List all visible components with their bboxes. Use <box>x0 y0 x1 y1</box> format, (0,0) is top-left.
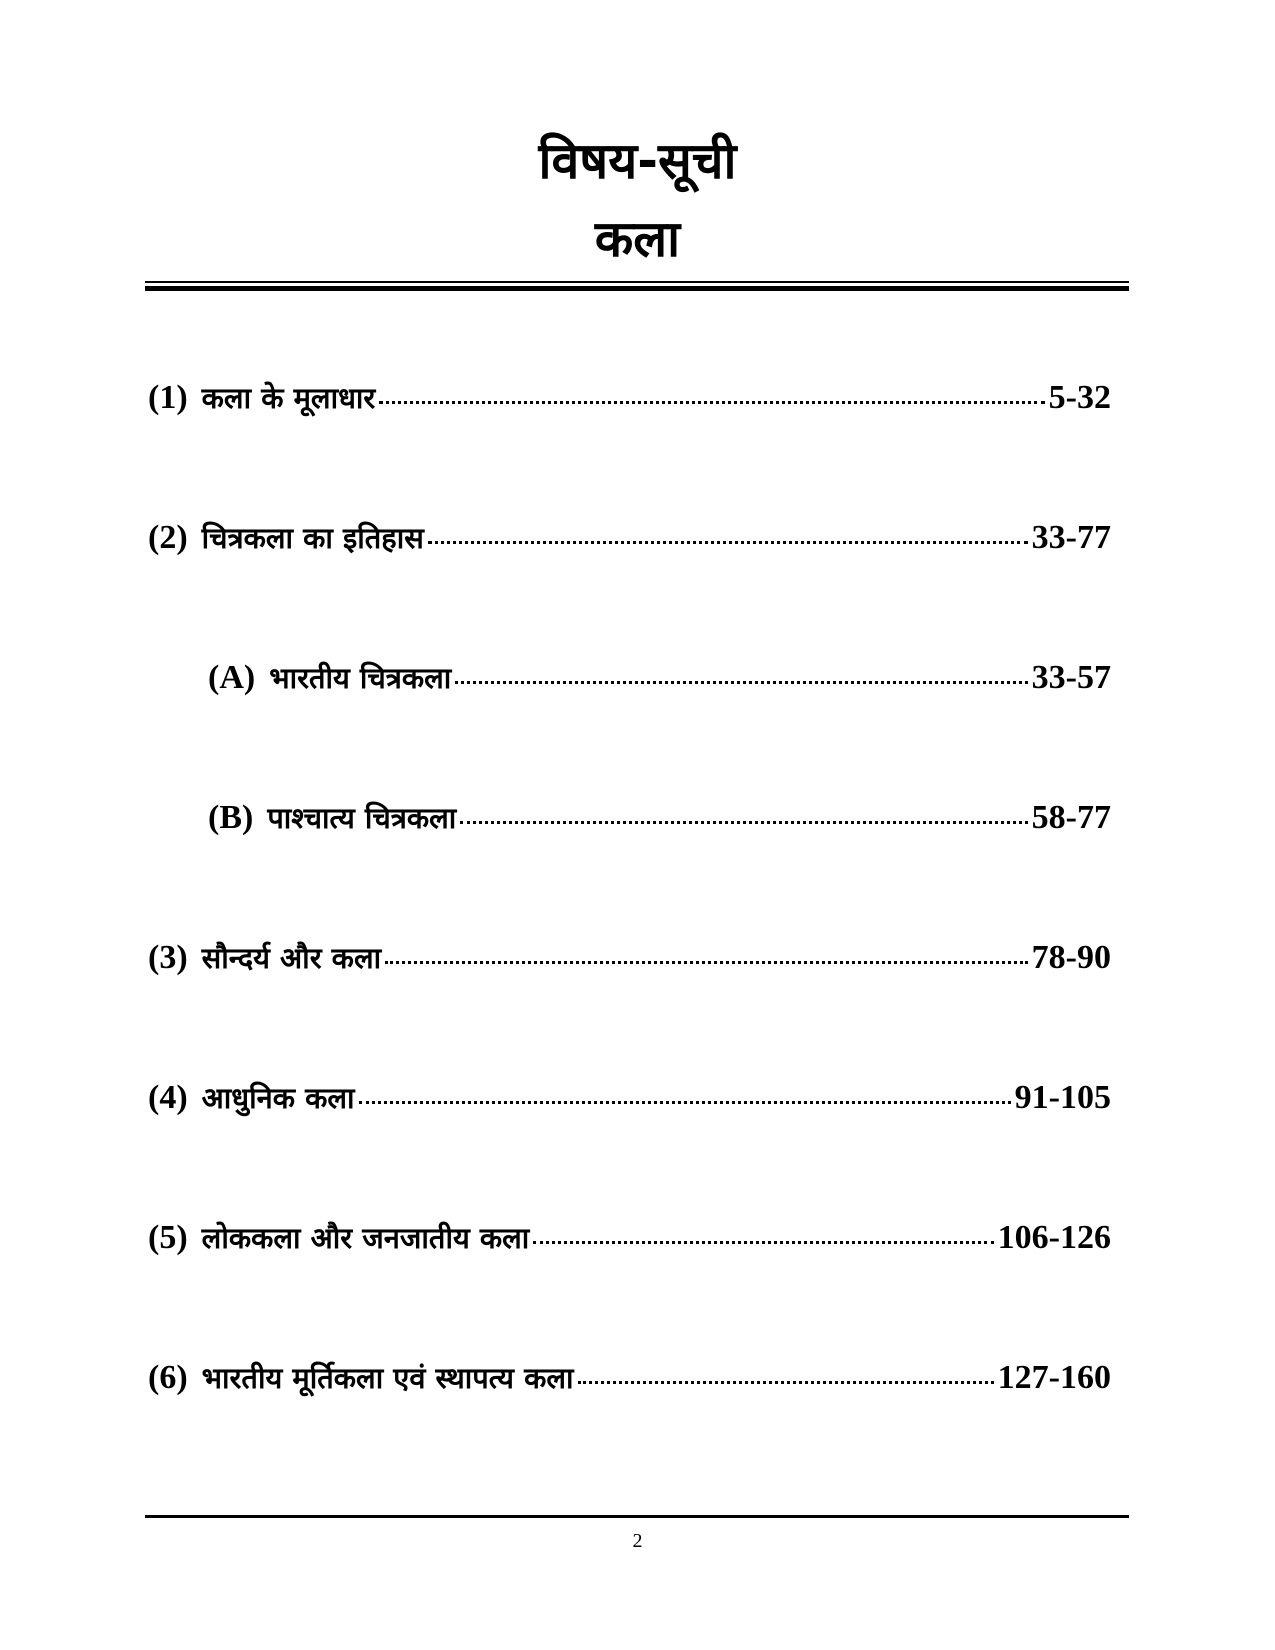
toc-entry-5 <box>148 1218 1111 1262</box>
toc-entry-3 <box>148 938 1111 982</box>
toc-entry-pages: 78-90 <box>1031 939 1111 976</box>
dot-leader <box>359 1101 1011 1104</box>
toc-entry-number: (3) <box>148 939 188 976</box>
toc-entry-title: भारतीय मूर्तिकला एवं स्थापत्य कला <box>201 1361 574 1395</box>
toc-entry-2 <box>148 518 1111 562</box>
toc-entry-1 <box>148 378 1111 422</box>
toc-entry-pages: 106-126 <box>997 1219 1111 1256</box>
toc-entry-number: (A) <box>208 659 256 696</box>
toc-entry-title: आधुनिक कला <box>201 1081 355 1115</box>
dot-leader <box>385 961 1028 964</box>
toc-entry-number: (B) <box>208 799 254 836</box>
toc-entry-pages: 33-57 <box>1031 659 1111 696</box>
page-subtitle: कला <box>594 210 681 268</box>
dot-leader <box>428 541 1028 544</box>
page-title: विषय-सूची <box>538 132 737 190</box>
toc-entry-number: (6) <box>148 1359 188 1396</box>
toc-entry-2a <box>208 658 1111 702</box>
toc-entry-number: (4) <box>148 1079 188 1116</box>
footer-rule <box>145 1515 1129 1518</box>
toc-entry-title: भारतीय चित्रकला <box>269 661 452 695</box>
dot-leader <box>460 821 1027 824</box>
toc-entry-title: चित्रकला का इतिहास <box>201 521 424 555</box>
toc-entry-4 <box>148 1078 1111 1122</box>
toc-entry-title: लोककला और जनजातीय कला <box>201 1221 530 1255</box>
dot-leader <box>379 401 1044 404</box>
toc-entry-title: सौन्दर्य और कला <box>201 941 382 975</box>
toc-entry-number: (1) <box>148 379 188 416</box>
toc-entry-6 <box>148 1358 1111 1402</box>
toc-entry-pages: 58-77 <box>1031 799 1111 836</box>
header-rule-thin <box>145 281 1129 283</box>
toc-entry-pages: 5-32 <box>1048 379 1111 416</box>
header-rule-thick <box>145 286 1129 291</box>
toc-entry-number: (5) <box>148 1219 188 1256</box>
toc-entry-pages: 127-160 <box>997 1359 1111 1396</box>
toc-entry-title: पाश्चात्य चित्रकला <box>267 801 457 835</box>
toc-entry-title: कला के मूलाधार <box>201 381 376 415</box>
page-number: 2 <box>632 1530 643 1552</box>
dot-leader <box>455 681 1027 684</box>
dot-leader <box>533 1241 993 1244</box>
toc-entry-number: (2) <box>148 519 188 556</box>
toc-entry-2b <box>208 798 1111 842</box>
toc-entry-pages: 91-105 <box>1014 1079 1111 1116</box>
dot-leader <box>578 1381 994 1384</box>
toc-entry-pages: 33-77 <box>1031 519 1111 556</box>
